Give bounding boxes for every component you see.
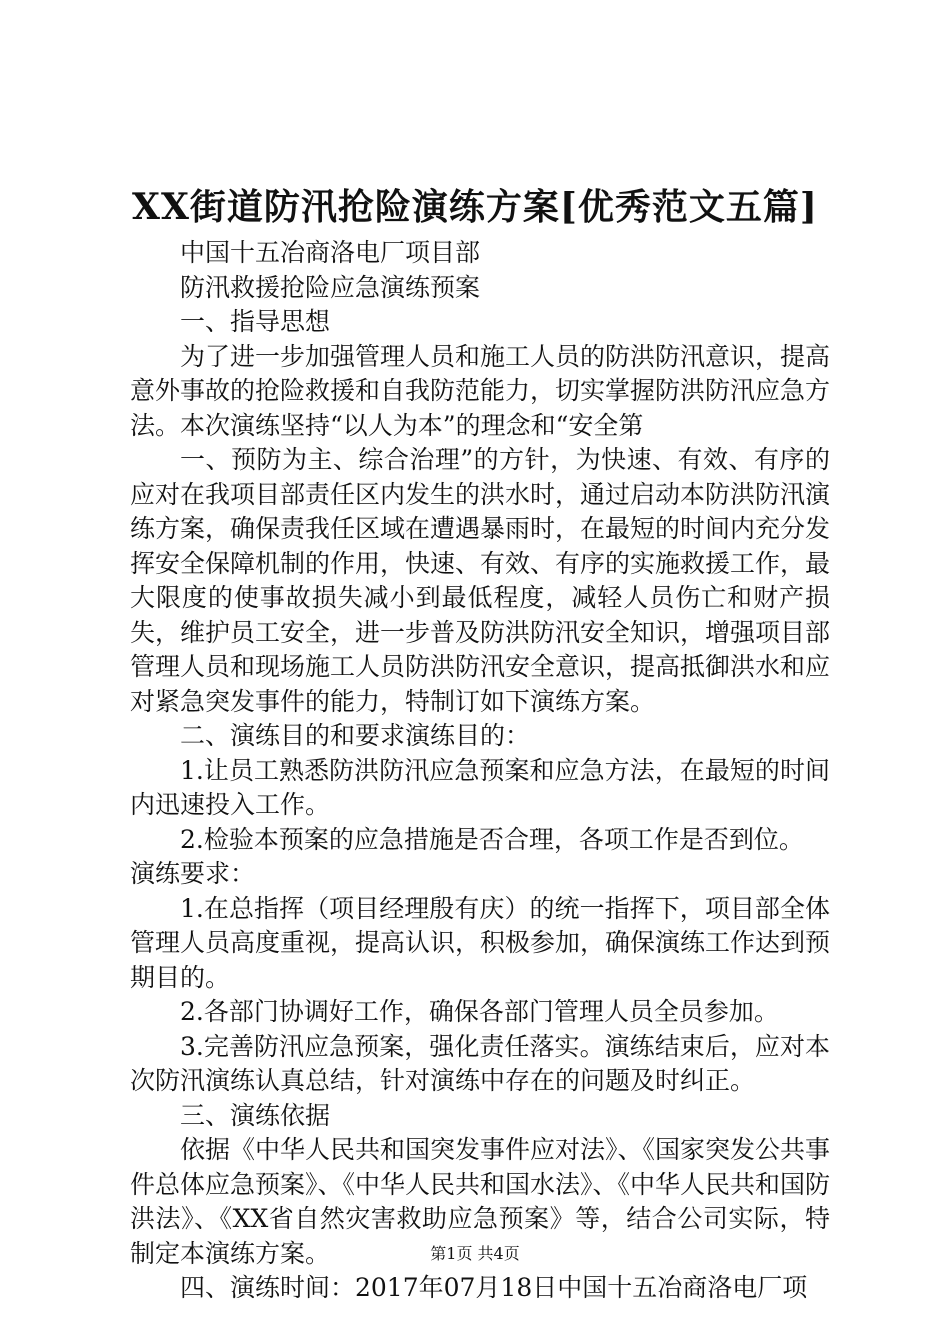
paragraph-requirement-3: 3.完善防汛应急预案，强化责任落实。演练结束后，应对本次防汛演练认真总结，针对演练中存在的问题及时纠正。 [130, 1031, 830, 1095]
paragraph-org-name: 中国十五冶商洛电厂项目部 [180, 238, 481, 267]
section-heading-guiding-thought: 一、指导思想 [180, 307, 331, 336]
document-body [130, 236, 830, 1306]
paragraph-basis: 依据《中华人民共和国突发事件应对法》、《国家突发公共事件总体应急预案》、《中华人民共和国水法》、《中华人民共和国防洪法》、《XX省自然灾害救助应急预案》等，结合公司实际，特制定本演练方案。 [130, 1135, 831, 1268]
section-heading-basis: 三、演练依据 [180, 1100, 331, 1130]
document-title: XX街道防汛抢险演练方案[优秀范文五篇] [132, 186, 818, 228]
paragraph-plan-name: 防汛救援抢险应急演练预案 [180, 272, 481, 302]
paragraph-objective-1: 1.让员工熟悉防洪防汛应急预案和应急方法，在最短的时间内迅速投入工作。 [130, 755, 830, 819]
subheading-requirements: 演练要求： [130, 859, 256, 888]
paragraph-requirement-2: 2.各部门协调好工作，确保各部门管理人员全员参加。 [180, 997, 779, 1026]
paragraph-time: 四、演练时间：2017年07月18日中国十五冶商洛电厂项 [180, 1273, 808, 1302]
paragraph-objective-2: 2.检验本预案的应急措施是否合理，各项工作是否到位。 [180, 824, 804, 854]
section-heading-objectives: 二、演练目的和要求演练目的： [180, 721, 531, 750]
paragraph-purpose: 为了进一步加强管理人员和施工人员的防洪防汛意识，提高意外事故的抢险救援和自我防范能力，切实掌握防洪防汛应急方法。本次演练坚持“以人为本”的理念和“安全第 [130, 341, 831, 440]
paragraph-requirement-1: 1.在总指挥（项目经理殷有庆）的统一指挥下，项目部全体管理人员高度重视，提高认识，积极参加，确保演练工作达到预期目的。 [130, 893, 831, 992]
paragraph-principle: 一、预防为主、综合治理”的方针，为快速、有效、有序的应对在我项目部责任区内发生的洪水时，通过启动本防洪防汛演练方案，确保责我任区域在遭遇暴雨时，在最短的时间内充分发挥安全保障机制的作用，快速、有效、有序的实施救援工作，最大限度的使事故损失减小到最低程度，减轻人员伤亡和财产损失，维护员工安全，进一步普及防洪防汛安全知识，增强项目部管理人员和现场施工人员防洪防汛安全意识，提高抵御洪水和应对紧急突发事件的能力，特制订如下演练方案。 [130, 445, 831, 716]
page-number: 第1页 共4页 [430, 1244, 520, 1263]
